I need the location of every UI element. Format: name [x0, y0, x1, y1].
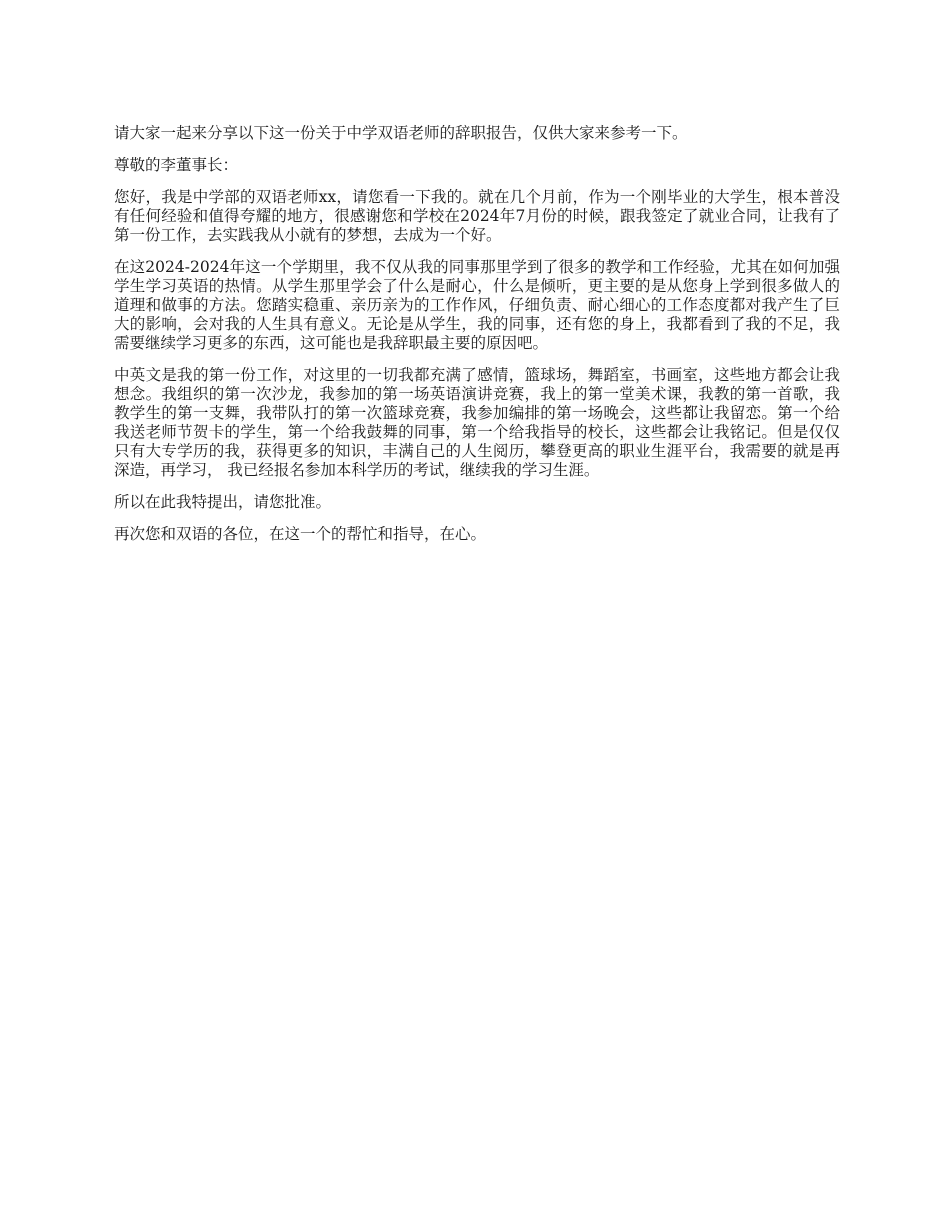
- salutation: 尊敬的李董事长：: [114, 156, 239, 174]
- intro-paragraph: 请大家一起来分享以下这一份关于中学双语老师的辞职报告，仅供大家来参考一下。: [114, 124, 688, 142]
- body-paragraph-2: 在这2024-2024年这一个学期里，我不仅从我的同事那里学到了很多的教学和工作经验，尤其在如何加强学生学习英语的热情。从学生那里学会了什么是耐心，什么是倾听，更主要的是从您身上学到很多做人的道理和做事的方法。您踏实稳重、亲历亲为的工作作风，仔细负责、耐心细心的工作态度都对我产生了巨大的影响，会对我的人生具有意义。无论是从学生，我的同事，还有您的身上，我都看到了我的不足，我需要继续学习更多的东西，这可能也是我辞职最主要的原因吧。: [114, 258, 840, 352]
- closing-paragraph: 再次您和双语的各位，在这一个的帮忙和指导，在心。: [114, 525, 487, 543]
- body-paragraph-1: 您好，我是中学部的双语老师xx，请您看一下我的。就在几个月前，作为一个刚毕业的大学生，根本普没有任何经验和值得夸耀的地方，很感谢您和学校在2024年7月份的时候，跟我签定了就业合同，让我有了第一份工作，去实践我从小就有的梦想，去成为一个好。: [114, 188, 840, 244]
- document-body: [114, 124, 840, 557]
- body-paragraph-3: 中英文是我的第一份工作，对这里的一切我都充满了感情，篮球场，舞蹈室，书画室，这些地方都会让我想念。我组织的第一次沙龙，我参加的第一场英语演讲竞赛，我上的第一堂美术课，我教的第一首歌，我教学生的第一支舞，我带队打的第一次篮球竞赛，我参加编排的第一场晚会，这些都让我留恋。第一个给我送老师节贺卡的学生，第一个给我鼓舞的同事，第一个给我指导的校长，这些都会让我铭记。但是仅仅只有大专学历的我，获得更多的知识，丰满自己的人生阅历，攀登更高的职业生涯平台，我需要的就是再深造，再学习， 我已经报名参加本科学历的考试，继续我的学习生涯。: [114, 366, 840, 479]
- request-paragraph: 所以在此我特提出，请您批准。: [114, 493, 332, 511]
